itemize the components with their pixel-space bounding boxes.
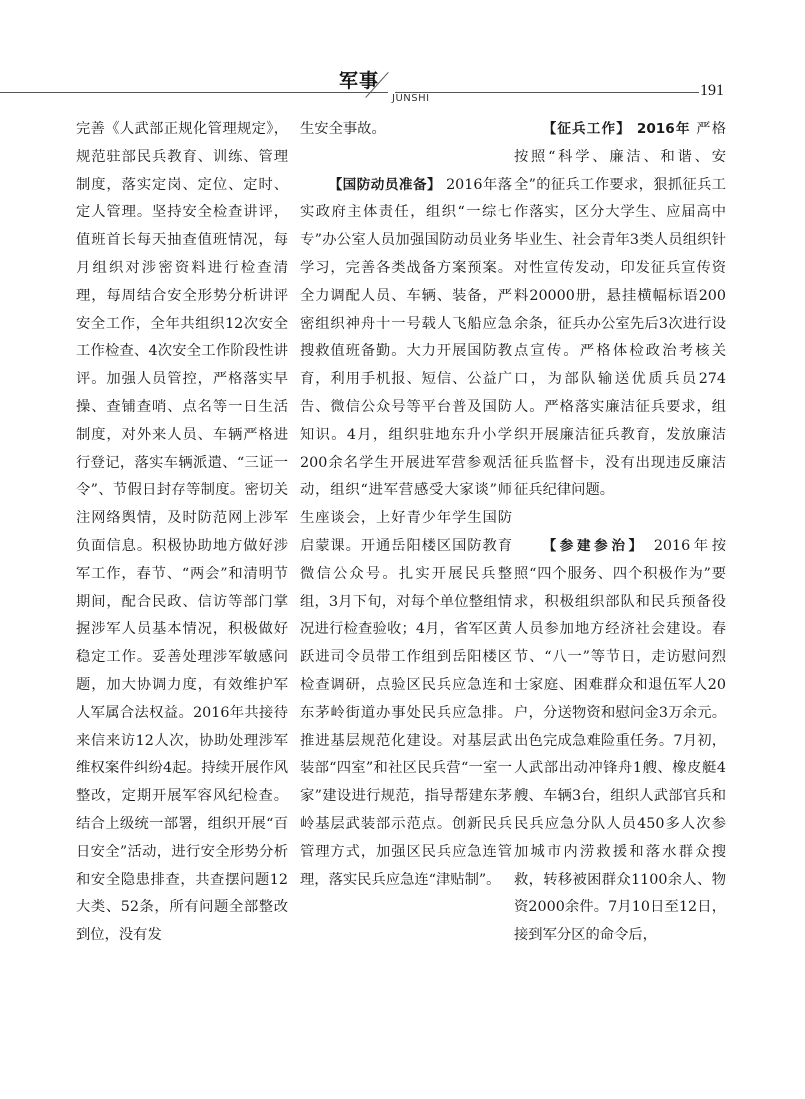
paragraph-national-defense-mobilization — [300, 172, 512, 895]
header-rule-right — [395, 92, 699, 93]
page-header — [0, 0, 805, 110]
paragraph-body: 2016年按照“四个服务、四个积极作为”要求，积极组织部队和民兵预备役人员参加地方经济社会建设。春节、“八一”等节日，走访慰问烈士家庭、困难群众和退伍军人20户，分送物资和慰问金3万余元。出色完成急难险重任务。7月初，人武部出动冲锋舟1艘、橡皮艇4艘、车辆3台，组织人武部官兵和民兵应急分队人员450多人次参加城市内涝救援和落水群众搜救，转移被困群众1100余人、物资2000余件。7月10日至12日，接到军分区的命令后， — [514, 537, 726, 944]
paragraph-construction-participation — [514, 533, 726, 950]
heading-construction-participation: 【参建参治】 — [542, 537, 646, 554]
paragraph-conscription — [514, 116, 726, 505]
header-rule-left — [0, 92, 388, 93]
paragraph-continuation: 生安全事故。 — [300, 121, 386, 137]
column-3 — [514, 116, 726, 950]
paragraph-safety-management: 完善《人武部正规化管理规定》，规范驻部民兵教育、训练、管理制度，落实定岗、定位、定时、定人管理。坚持安全检查讲评，值班首长每天抽查值班情况，每月组织对涉密资料进行检查清理，每周结合安全形势分析讲评安全工作，全年共组织12次安全工作检查、4次安全工作阶段性讲评。加强人员管控，严格落实早操、查铺查哨、点名等一日生活制度，对外来人员、车辆严格进行登记，落实车辆派遣、“三证一令”、节假日封存等制度。密切关注网络舆情，及时防范网上涉军负面信息。积极协助地方做好涉军工作，春节、“两会”和清明节期间，配合民政、信访等部门掌握涉军人员基本情况，积极做好稳定工作。妥善处理涉军敏感问题，加大协调力度，有效维护军人军属合法权益。2016年共接待来信来访12人次，协助处理涉军维权案件纠纷4起。持续开展作风整改，定期开展军容风纪检查。结合上级统一部署，组织开展“百日安全”活动，进行安全形势分析和安全隐患排查，共查摆问题12大类、52条，所有问题全部整改到位，没有发 — [76, 121, 288, 944]
column-1 — [76, 116, 288, 950]
column-2 — [300, 116, 512, 894]
conscription-year: 2016年 — [631, 121, 691, 137]
page-number: 191 — [700, 82, 724, 99]
section-title-english: JUNSHI — [392, 93, 430, 104]
paragraph-body: 严格按照“科学、廉洁、和谐、安全”的征兵工作要求，狠抓征兵工作落实，区分大学生、应届高中毕业生、社会青年3类人员组织针对性宣传发动，印发征兵宣传资料20000册，悬挂横幅标语200余条，征兵办公室先后3次进行设点宣传。严格体检政治考核关口，为部队输送优质兵员274人。严格落实廉洁征兵要求，组织开展廉洁征兵教育，发放廉洁征兵监督卡，没有出现违反廉洁征兵纪律问题。 — [514, 121, 726, 499]
heading-national-defense-mobilization: 【国防动员准备】 — [328, 176, 442, 193]
heading-conscription: 【征兵工作】 — [542, 121, 631, 137]
section-title: 军事 — [339, 70, 380, 92]
paragraph-body: 2016年落实政府主体责任，组织“一综七专”办公室人员加强国防动员业务学习，完善各类战备方案预案。全力调配人员、车辆、装备，严密组织神舟十一号载人飞船应急搜救值班备勤。大力开展国防教育，利用手机报、短信、公益广告、微信公众号等平台普及国防知识。4月，组织驻地东升小学200余名学生开展进军营参观活动，组织“进军营感受大家谈”师生座谈会，上好青少年学生国防启蒙课。开通岳阳楼区国防教育微信公众号。扎实开展民兵整组，3月下旬，对每个单位整组情况进行检查验收；4月，省军区黄跃进司令员带工作组到岳阳楼区检查调研，点验区民兵应急连和东茅岭街道办事处民兵应急排。推进基层规范化建设。对基层武装部“四室”和社区民兵营“一室一家”建设进行规范，指导帮建东茅岭基层武装部示范点。创新民兵管理方式，加强区民兵应急连管理，落实民兵应急连“津贴制”。 — [300, 176, 512, 888]
